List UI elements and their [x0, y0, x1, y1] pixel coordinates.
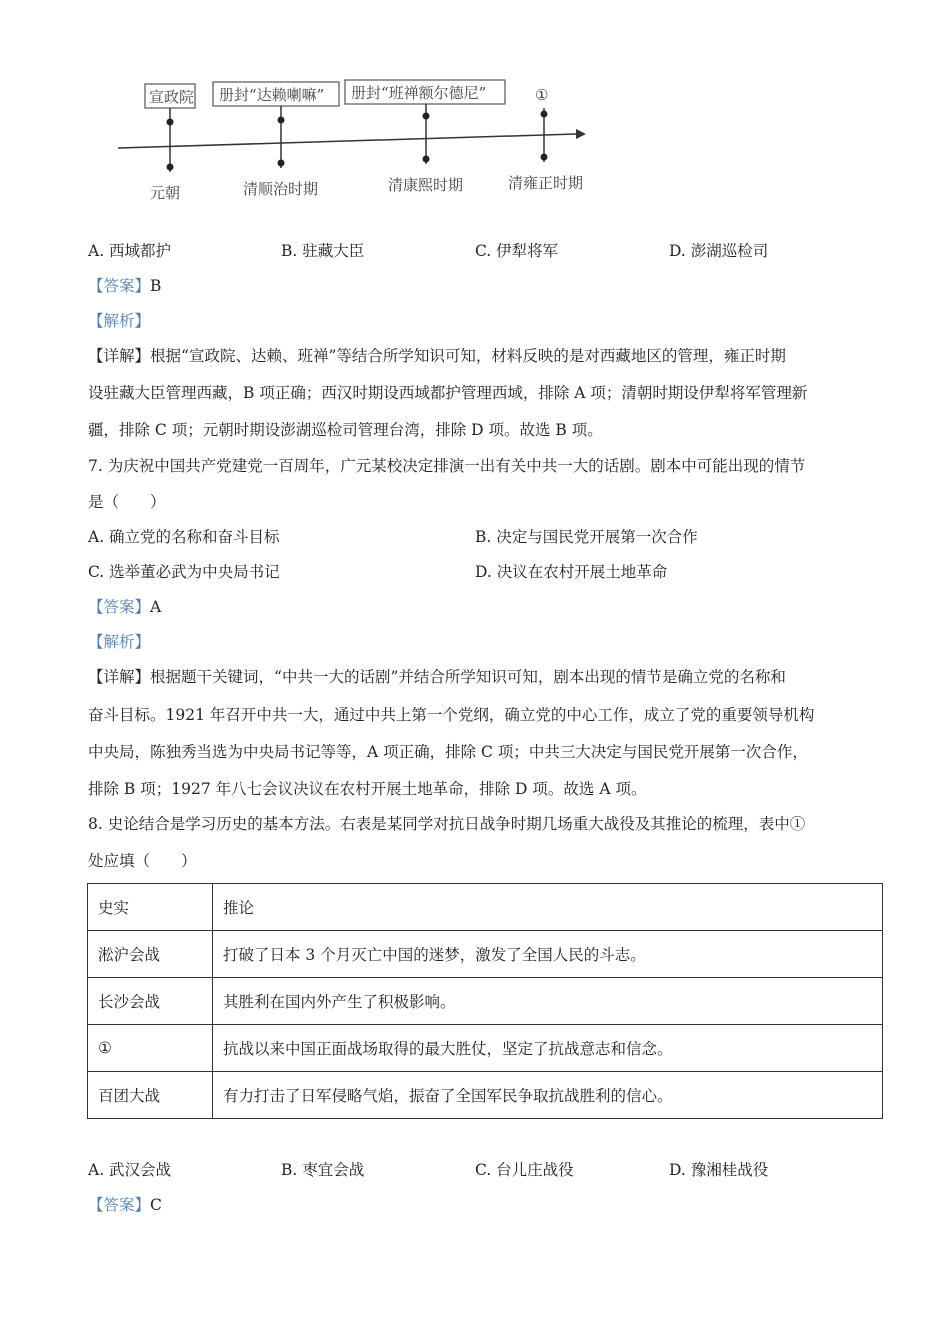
q8-option-d: D. 豫湘桂战役: [669, 1161, 769, 1179]
timeline-top-label: 册封“达赖喇嘛”: [219, 86, 325, 104]
q7-option-a: A. 确立党的名称和奋斗目标: [88, 528, 280, 546]
q6-option-b: B. 驻藏大臣: [281, 242, 365, 260]
q6-option-c: C. 伊犁将军: [475, 242, 559, 260]
q7-option-b: B. 决定与国民党开展第一次合作: [475, 528, 698, 546]
q6-detail-line: 疆，排除 C 项；元朝时期设澎湖巡检司管理台湾，排除 D 项。故选 B 项。: [88, 421, 603, 439]
answer-tag: 【答案】: [88, 277, 151, 295]
timeline-top-label: ①: [535, 86, 549, 104]
table-cell: 百团大战: [88, 1072, 213, 1119]
q8-option-a: A. 武汉会战: [88, 1161, 172, 1179]
detail-tag: 【详解】: [88, 668, 151, 686]
analysis-tag: 【解析】: [88, 633, 151, 651]
q6-answer: [88, 276, 161, 296]
timeline-bottom-label: 元朝: [150, 184, 181, 202]
q7-analysis-heading: [88, 632, 150, 652]
q7-detail-line: 排除 B 项；1927 年八七会议决议在农村开展土地革命，排除 D 项。故选 A 项。: [88, 780, 647, 798]
table-row: [88, 931, 883, 978]
table-header-row: [88, 884, 883, 931]
timeline-bottom-label: 清雍正时期: [508, 174, 584, 192]
q7-option-d: D. 决议在农村开展土地革命: [475, 563, 668, 581]
table-row: [88, 978, 883, 1025]
q7-answer: [88, 597, 161, 617]
analysis-tag: 【解析】: [88, 312, 151, 330]
timeline-top-label: 册封“班禅额尔德尼”: [351, 84, 487, 102]
answer-tag: 【答案】: [88, 1196, 151, 1214]
detail-text: 根据题干关键词，“中共一大的话剧”并结合所学知识可知，剧本出现的情节是确立党的名称和: [150, 668, 786, 686]
table-header-cell: 推论: [213, 884, 883, 931]
q7-option-c: C. 选举董必武为中央局书记: [88, 563, 280, 581]
q7-detail-line: 奋斗目标。1921 年召开中共一大，通过中共上第一个党纲，确立党的中心工作，成立了党的重要领导机构: [88, 706, 815, 724]
table-cell: 有力打击了日军侵略气焰，振奋了全国军民争取抗战胜利的信心。: [213, 1072, 883, 1119]
timeline-top-label: 宣政院: [149, 88, 195, 106]
table-cell: 长沙会战: [88, 978, 213, 1025]
q6-option-a: A. 西域都护: [88, 242, 172, 260]
detail-text: 根据“宣政院、达赖、班禅”等结合所学知识可知，材料反映的是对西藏地区的管理，雍正时期: [150, 347, 786, 365]
q7-detail-line: [88, 667, 786, 687]
table-cell: 其胜利在国内外产生了积极影响。: [213, 978, 883, 1025]
timeline-figure: [110, 72, 600, 212]
q6-detail-line: 设驻藏大臣管理西藏，B 项正确；西汉时期设西域都护管理西域，排除 A 项；清朝时期设伊犁将军管理新: [88, 384, 808, 402]
q6-option-d: D. 澎湖巡检司: [669, 242, 769, 260]
table-header-cell: 史实: [88, 884, 213, 931]
answer-value: A: [150, 598, 162, 616]
table-cell: 淞沪会战: [88, 931, 213, 978]
q6-detail-line: [88, 346, 786, 366]
q8-table: [87, 883, 883, 1119]
q8-option-c: C. 台儿庄战役: [475, 1161, 574, 1179]
answer-tag: 【答案】: [88, 598, 151, 616]
q8-option-b: B. 枣宜会战: [281, 1161, 365, 1179]
table-cell: 抗战以来中国正面战场取得的最大胜仗，坚定了抗战意志和信念。: [213, 1025, 883, 1072]
answer-value: C: [150, 1196, 162, 1214]
q7-detail-line: 中央局，陈独秀当选为中央局书记等等，A 项正确，排除 C 项；中共三大决定与国民党开展第一次合作，: [88, 743, 808, 761]
detail-tag: 【详解】: [88, 347, 151, 365]
q8-stem-line: 8. 史论结合是学习历史的基本方法。右表是某同学对抗日战争时期几场重大战役及其推论的梳理，表中①: [88, 815, 806, 833]
q6-analysis-heading: [88, 311, 150, 331]
table-cell: ①: [88, 1025, 213, 1072]
q7-stem-line: 7. 为庆祝中国共产党建党一百周年，广元某校决定排演一出有关中共一大的话剧。剧本中可能出现的情节: [88, 457, 806, 475]
q8-answer: [88, 1195, 162, 1215]
answer-value: B: [150, 277, 162, 295]
timeline-bottom-label: 清顺治时期: [243, 180, 319, 198]
q7-stem-line: 是（ ）: [88, 493, 166, 511]
timeline-bottom-label: 清康熙时期: [388, 176, 464, 194]
table-row: [88, 1072, 883, 1119]
table-row: [88, 1025, 883, 1072]
table-cell: 打破了日本 3 个月灭亡中国的迷梦，激发了全国人民的斗志。: [213, 931, 883, 978]
q8-stem-line: 处应填（ ）: [88, 852, 197, 870]
